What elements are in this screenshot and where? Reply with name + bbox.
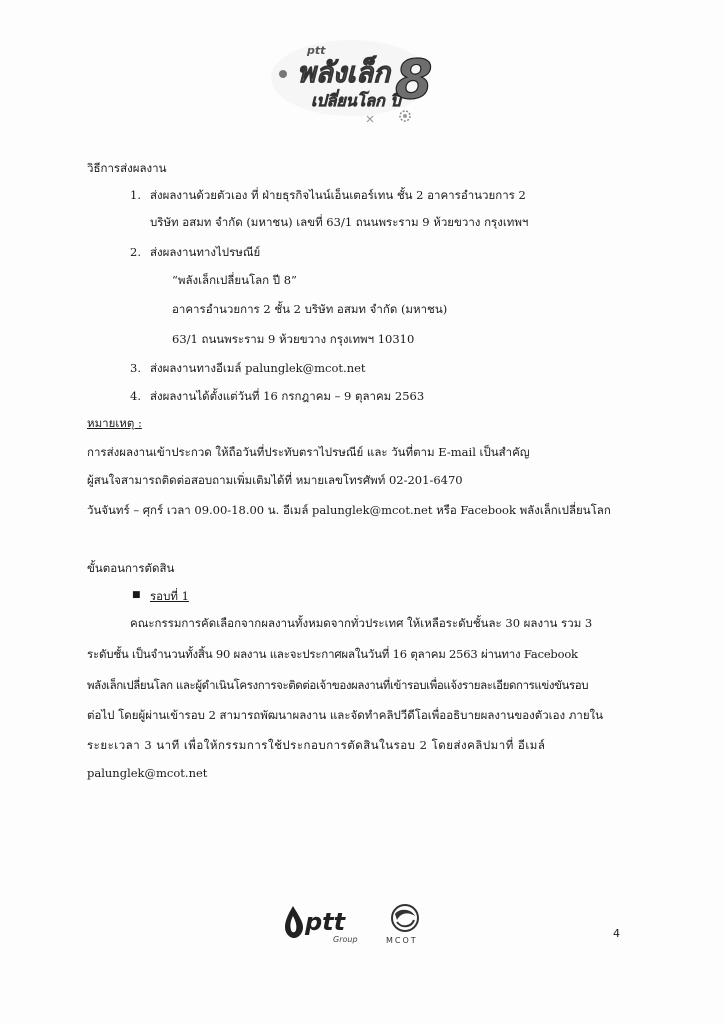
page-number: 4 bbox=[613, 927, 620, 940]
note-line: ผู้สนใจสามารถติดต่อสอบถามเพิ่มเติมได้ที่ หมายเลขโทรศัพท์ 02-201-6470 bbox=[87, 473, 463, 487]
note-line: วันจันทร์ – ศุกร์ เวลา 09.00-18.00 น. อีเมล์ palunglek@mcot.net หรือ Facebook พลังเล็กเปลี่ยนโลก bbox=[87, 503, 611, 517]
item-number: 4. bbox=[130, 389, 141, 403]
logo-number: 8 bbox=[395, 48, 433, 111]
item-text: “พลังเล็กเปลี่ยนโลก ปี 8” bbox=[172, 273, 297, 287]
item-number: 2. bbox=[130, 245, 141, 259]
note-title: หมายเหตุ : bbox=[87, 416, 142, 430]
paragraph-line: ระดับชั้น เป็นจำนวนทั้งสิ้น 90 ผลงาน และจะประกาศผลในวันที่ 16 ตุลาคม 2563 ผ่านทาง Facebook bbox=[87, 647, 578, 661]
paragraph-line: palunglek@mcot.net bbox=[87, 766, 208, 780]
mcot-emblem-icon bbox=[392, 905, 418, 931]
paragraph-line: ต่อไป โดยผู้ผ่านเข้ารอบ 2 สามารถพัฒนาผลงาน และจัดทำคลิปวีดีโอเพื่ออธิบายผลงานของตัวเอง ภายใน bbox=[87, 708, 604, 722]
item-text: ส่งผลงานทางไปรษณีย์ bbox=[150, 245, 261, 259]
item-text: 63/1 ถนนพระราม 9 ห้วยขวาง กรุงเทพฯ 10310 bbox=[172, 332, 415, 346]
gear-icon bbox=[400, 111, 410, 121]
footer-logos bbox=[283, 900, 433, 946]
ptt-drop-icon bbox=[285, 906, 303, 938]
ptt-wordmark: ptt bbox=[305, 908, 346, 936]
item-text: ส่งผลงานทางอีเมล์ palunglek@mcot.net bbox=[150, 361, 366, 375]
paragraph-line: พลังเล็กเปลี่ยนโลก และผู้ดำเนินโครงการจะติดต่อเจ้าของผลงานที่เข้ารอบเพื่อแจ้งรายละเอียดการแข่งขันรอบ bbox=[87, 678, 589, 692]
note-line: การส่งผลงานเข้าประกวด ให้ถือวันที่ประทับตราไปรษณีย์ และ วันที่ตาม E-mail เป็นสำคัญ bbox=[87, 445, 530, 459]
footer-logos-graphic bbox=[283, 900, 433, 946]
item-number: 3. bbox=[130, 361, 141, 375]
paragraph-line: ระยะเวลา 3 นาที เพื่อให้กรรมการใช้ประกอบการตัดสินในรอบ 2 โดยส่งคลิปมาที่ อีเมล์ bbox=[87, 738, 546, 752]
item-text: ส่งผลงานได้ตั้งแต่วันที่ 16 กรกฎาคม – 9 ตุลาคม 2563 bbox=[150, 389, 425, 403]
item-text: ส่งผลงานด้วยตัวเอง ที่ ฝ่ายธุรกิจไนน์เอ็นเตอร์เทน ชั้น 2 อาคารอำนวยการ 2 bbox=[150, 188, 526, 202]
item-text: บริษัท อสมท จำกัด (มหาชน) เลขที่ 63/1 ถนนพระราม 9 ห้วยขวาง กรุงเทพฯ bbox=[150, 215, 529, 229]
logo-line2: เปลี่ยนโลก ปี bbox=[311, 91, 401, 110]
section-title-judging: ขั้นตอนการตัดสิน bbox=[87, 561, 175, 575]
ptt-group-label: Group bbox=[333, 935, 358, 944]
bullet-icon: ■ bbox=[132, 590, 141, 600]
item-text: อาคารอำนวยการ 2 ชั้น 2 บริษัท อสมท จำกัด (มหาชน) bbox=[172, 302, 448, 316]
round-title: รอบที่ 1 bbox=[150, 589, 189, 603]
palunglek-logo bbox=[255, 32, 455, 124]
palunglek-logo-graphic bbox=[255, 32, 455, 124]
paragraph-line: คณะกรรมการคัดเลือกจากผลงานทั้งหมดจากทั่วประเทศ ให้เหลือระดับชั้นละ 30 ผลงาน รวม 3 bbox=[130, 616, 593, 630]
section-title-submission: วิธีการส่งผลงาน bbox=[87, 161, 167, 175]
item-number: 1. bbox=[130, 188, 141, 202]
logo-ptt-small: ptt bbox=[307, 44, 326, 57]
logo-line1: พลังเล็ก bbox=[297, 56, 390, 89]
mcot-label: MCOT bbox=[386, 936, 418, 945]
sparkle-icon bbox=[367, 116, 373, 122]
